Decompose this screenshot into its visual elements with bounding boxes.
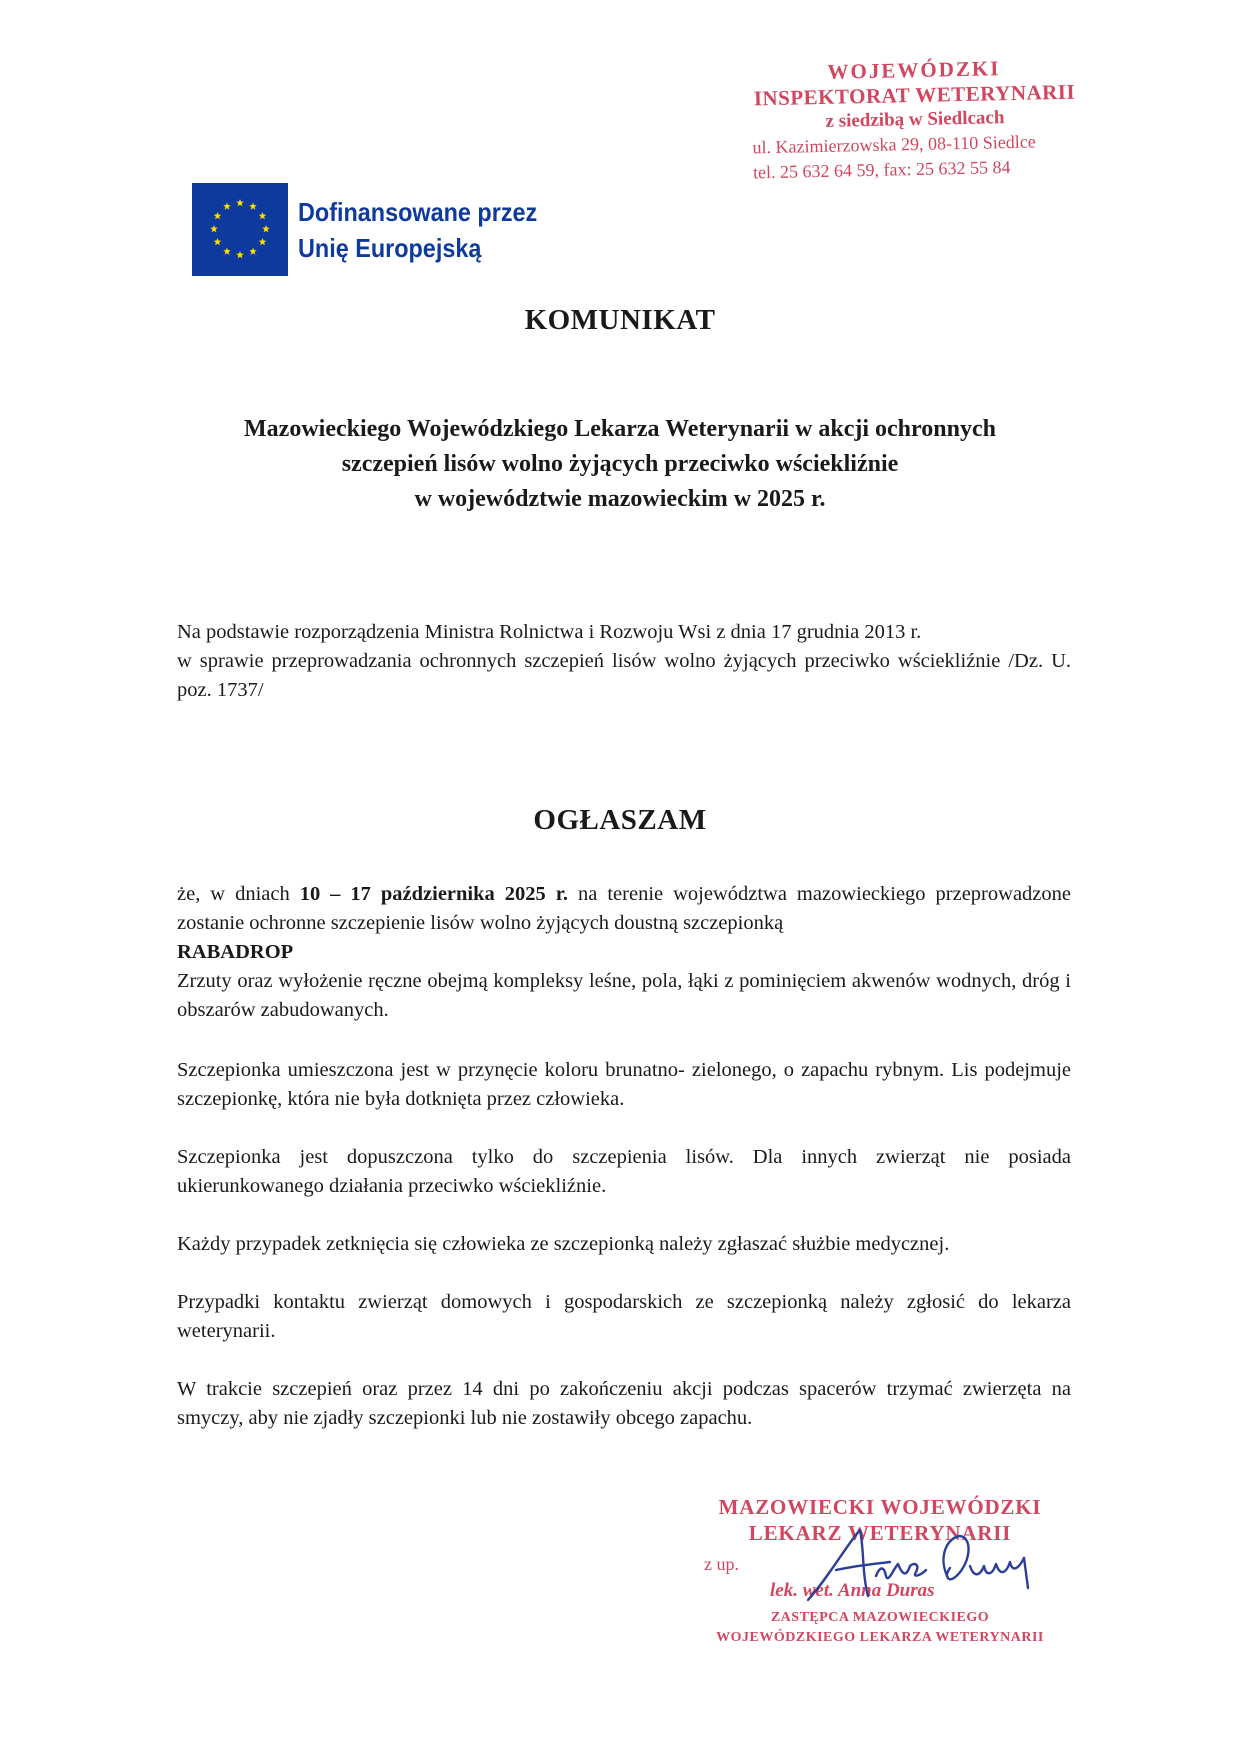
signatory-title-1: ZASTĘPCA MAZOWIECKIEGO bbox=[770, 1610, 990, 1625]
bait-paragraph: Szczepionka umieszczona jest w przynęcie koloru brunatno- zielonego, o zapachu rybnym. Lis podejmuje szczepionkę, która nie była dotknięta przez człowieka. bbox=[177, 1059, 1071, 1110]
subtitle-line-3: w województwie mazowieckim w 2025 r. bbox=[414, 486, 826, 512]
signature-stamp-line-2: LEKARZ WETERYNARII bbox=[748, 1521, 1012, 1545]
animal-contact-paragraph: Przypadki kontaktu zwierząt domowych i gospodarskich ze szczepionką należy zgłosić do lekarza weterynarii. bbox=[177, 1291, 1071, 1342]
stamp-line-1: WOJEWÓDZKI bbox=[827, 56, 1001, 84]
handwritten-signature bbox=[798, 1518, 1038, 1608]
stamp-line-2: INSPEKTORAT WETERYNARII bbox=[753, 79, 1076, 111]
inspectorate-stamp bbox=[739, 54, 1092, 185]
subtitle-line-2: szczepień lisów wolno żyjących przeciwko wściekliźnie bbox=[341, 451, 899, 477]
signatory-name: lek. wet. Anna Duras bbox=[770, 1580, 935, 1601]
eu-logo-line-1: Dofinansowane przez bbox=[298, 196, 538, 227]
signatory-title-2: WOJEWÓDZKIEGO LEKARZA WETERYNARII bbox=[716, 1630, 1044, 1645]
vaccine-scope-paragraph: Szczepionka jest dopuszczona tylko do szczepienia lisów. Dla innych zwierząt nie posiada ukierunkowanego działania przeciwko wściekliźnie. bbox=[177, 1146, 1071, 1197]
human-contact-paragraph: Każdy przypadek zetknięcia się człowieka ze szczepionką należy zgłaszać służbie medycznej. bbox=[177, 1233, 950, 1255]
subtitle-line-1: Mazowieckiego Wojewódzkiego Lekarza Weterynarii w akcji ochronnych bbox=[244, 416, 996, 442]
signature-stamp-line-3: z up. bbox=[704, 1554, 739, 1574]
announcement-paragraph bbox=[177, 880, 1071, 1025]
legal-basis-line-1: Na podstawie rozporządzenia Ministra Rolnictwa i Rozwoju Wsi z dnia 17 grudnia 2013 r. bbox=[177, 621, 922, 643]
eu-funding-logo bbox=[192, 183, 564, 276]
legal-basis-paragraph bbox=[177, 618, 1071, 705]
document-title: KOMUNIKAT bbox=[524, 304, 716, 336]
eu-flag-icon bbox=[192, 183, 288, 276]
stamp-phone-fax: tel. 25 632 64 59, fax: 25 632 55 84 bbox=[752, 157, 1011, 183]
announcement-prefix: że, w dniach bbox=[177, 883, 300, 905]
eu-logo-text bbox=[298, 194, 537, 266]
eu-logo-line-2: Unię Europejską bbox=[298, 232, 482, 263]
drops-description: Zrzuty oraz wyłożenie ręczne obejmą kompleksy leśne, pola, łąki z pominięciem akwenów wodnych, dróg i obszarów zabudowanych. bbox=[177, 970, 1071, 1021]
legal-basis-line-2: w sprawie przeprowadzania ochronnych szczepień lisów wolno żyjących przeciwko wściekliźnie /Dz. U. poz. 1737/ bbox=[177, 650, 1071, 701]
signature-stamp-line-1: MAZOWIECKI WOJEWÓDZKI bbox=[718, 1495, 1042, 1519]
announcement-body: na terenie województwa mazowieckiego przeprowadzone zostanie ochronne szczepienie lisów wolno żyjących doustną szczepionką bbox=[177, 883, 1071, 934]
announcement-dates: 10 – 17 października 2025 r. bbox=[299, 883, 569, 905]
leash-paragraph: W trakcie szczepień oraz przez 14 dni po zakończeniu akcji podczas spacerów trzymać zwierzęta na smyczy, aby nie zjadły szczepionki lub nie zostawiły obcego zapachu. bbox=[177, 1378, 1071, 1429]
vaccine-name: RABADROP bbox=[177, 941, 294, 963]
stamp-address: ul. Kazimierzowska 29, 08-110 Siedlce bbox=[752, 131, 1036, 158]
stamp-line-3: z siedzibą w Siedlcach bbox=[825, 107, 1005, 132]
document-subtitle bbox=[160, 412, 1080, 517]
announce-heading: OGŁASZAM bbox=[533, 804, 707, 836]
